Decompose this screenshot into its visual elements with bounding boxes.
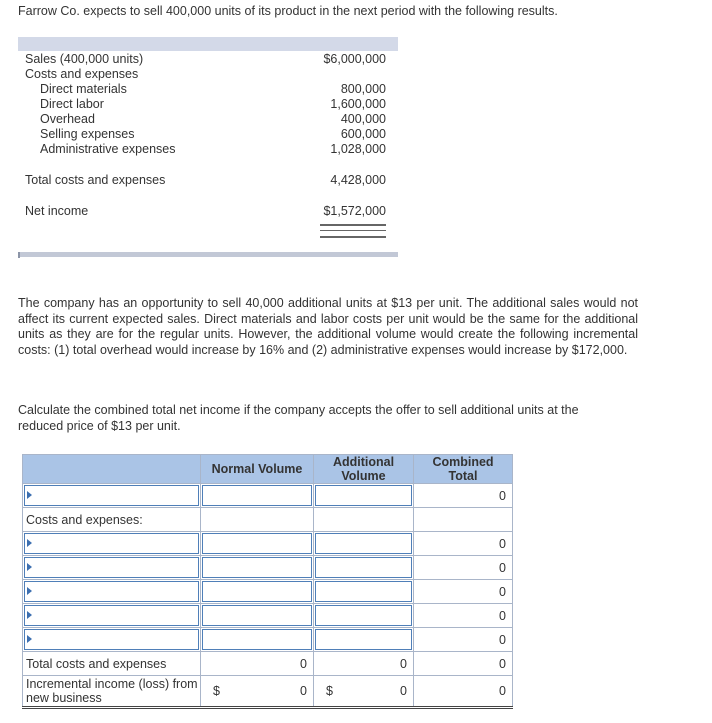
item-label: Direct labor [40,97,104,111]
row-label-select[interactable] [24,629,199,650]
table-row [23,652,513,676]
table-row [23,676,513,708]
header-additional-volume [314,455,414,484]
header-additional-volume-text: Additional Volume [332,455,395,483]
row-label-select[interactable] [24,533,199,554]
dollar-sign: $ [326,684,333,698]
normal-cell [201,484,314,508]
double-underline [320,224,386,226]
question-paragraph: Calculate the combined total net income if the company accepts the offer to sell additional units at the reduced price of $13 per unit. [18,403,579,433]
incremental-income-label: Incremental income (loss) from new business [23,676,201,708]
combined-total-value: 0 [414,532,513,556]
normal-volume-input[interactable] [202,557,312,578]
item-label: Direct materials [40,82,127,96]
total-costs-value: 4,428,000 [330,173,386,187]
combined-total-value: 0 [414,556,513,580]
item-label: Administrative expenses [40,142,176,156]
table-row [23,580,513,604]
additional-volume-input[interactable] [315,485,412,506]
additional-volume-input[interactable] [315,581,412,602]
table-row [23,556,513,580]
table-row [23,604,513,628]
intro-text: Farrow Co. expects to sell 400,000 units of its product in the next period with the following results. [18,4,558,18]
label-cell [23,484,201,508]
costs-label: Costs and expenses [25,67,139,81]
answer-table [22,454,513,709]
statement-footer-edge [18,252,20,258]
income-combined-value: 0 [414,676,513,708]
table-row [23,532,513,556]
combined-total-value: 0 [414,628,513,652]
table-row [23,628,513,652]
normal-volume-input[interactable] [202,581,312,602]
empty-cell [201,508,314,532]
net-income-value: $1,572,000 [323,204,386,218]
dropdown-arrow-icon [27,587,32,595]
table-row [23,484,513,508]
total-costs-label: Total costs and expenses [23,652,201,676]
net-income-label: Net income [25,204,89,218]
item-label: Selling expenses [40,127,135,141]
item-value: 800,000 [340,82,386,96]
income-normal-value: 0 [300,684,307,698]
additional-volume-input[interactable] [315,557,412,578]
header-combined-total-text: Combined Total [432,455,494,483]
dropdown-arrow-icon [27,563,32,571]
double-underline [320,236,386,238]
income-normal-cell [201,676,314,708]
row-label-select[interactable] [24,581,199,602]
additional-cell [314,484,414,508]
dropdown-arrow-icon [27,491,32,499]
normal-volume-input[interactable] [202,485,312,506]
sales-label: Sales (400,000 units) [25,52,144,66]
empty-cell [314,508,414,532]
costs-expenses-label: Costs and expenses: [23,508,201,532]
additional-volume-input[interactable] [315,629,412,650]
header-blank [23,455,201,484]
dollar-sign: $ [213,684,220,698]
income-additional-value: 0 [400,684,407,698]
double-underline [320,230,386,231]
item-value: 1,600,000 [330,97,386,111]
item-value: 600,000 [340,127,386,141]
dropdown-arrow-icon [27,611,32,619]
normal-volume-input[interactable] [202,605,312,626]
additional-volume-input[interactable] [315,605,412,626]
income-additional-cell [314,676,414,708]
sales-value: $6,000,000 [323,52,386,66]
combined-total-value: 0 [414,604,513,628]
row-label-select[interactable] [24,557,199,578]
empty-cell [414,508,513,532]
item-value: 400,000 [340,112,386,126]
row-label-select[interactable] [24,605,199,626]
dropdown-arrow-icon [27,635,32,643]
additional-volume-input[interactable] [315,533,412,554]
total-costs-label: Total costs and expenses [25,173,166,187]
table-header-row [23,455,513,484]
total-additional-value: 0 [314,652,414,676]
normal-volume-input[interactable] [202,533,312,554]
combined-total-value: 0 [414,484,513,508]
combined-total-value: 0 [414,580,513,604]
normal-volume-input[interactable] [202,629,312,650]
statement-header-bar [18,37,398,51]
header-combined-total [414,455,513,484]
row-label-select[interactable] [24,485,199,506]
table-row [23,508,513,532]
total-normal-value: 0 [201,652,314,676]
header-normal-volume: Normal Volume [201,455,314,484]
statement-footer-bar [18,252,398,257]
total-combined-value: 0 [414,652,513,676]
problem-paragraph: The company has an opportunity to sell 40,000 additional units at $13 per unit. The additional sales would not affect its current expected sales. Direct materials and labor costs per unit would be the same for the additional units as they are for the regular units. However, the additional volume would create the following incremental costs: (1) total overhead would increase by 16% and (2) administrative expenses would increase by $172,000. [18,296,638,357]
item-value: 1,028,000 [330,142,386,156]
dropdown-arrow-icon [27,539,32,547]
item-label: Overhead [40,112,95,126]
